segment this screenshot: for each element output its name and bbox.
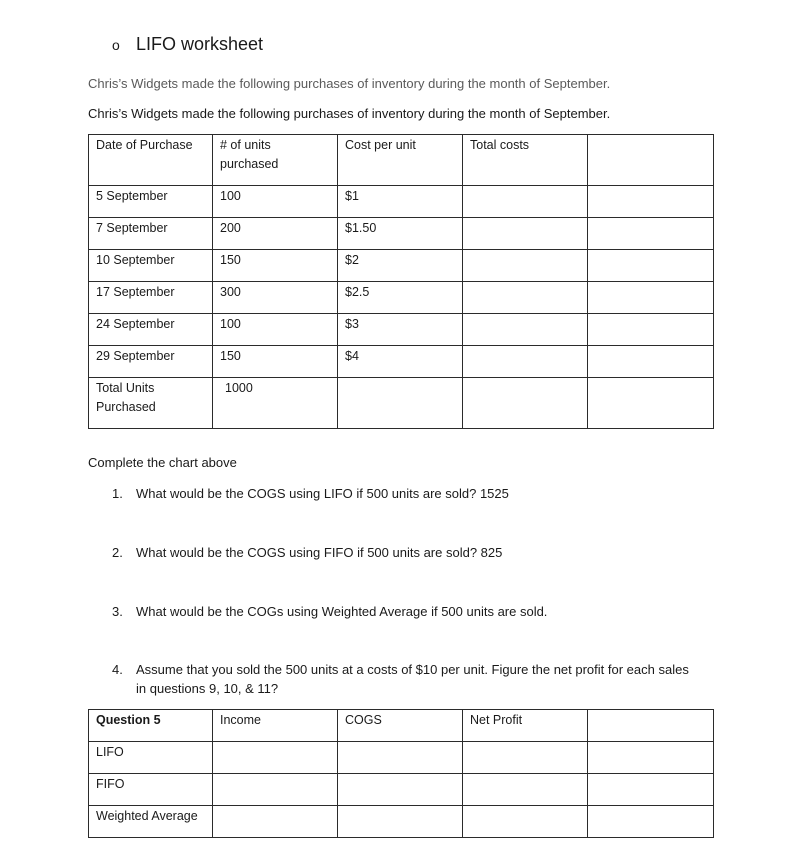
row-label: FIFO <box>89 774 213 806</box>
question-number: 1. <box>112 486 123 501</box>
cell-total[interactable] <box>463 186 588 218</box>
header-date: Date of Purchase <box>89 135 213 186</box>
question-2 <box>112 543 696 562</box>
header-income: Income <box>213 710 338 742</box>
question-1 <box>112 484 696 503</box>
row-label: LIFO <box>89 742 213 774</box>
cell-extra[interactable] <box>588 742 714 774</box>
table-row <box>89 186 714 218</box>
profit-table <box>88 709 714 838</box>
header-total: Total costs <box>463 135 588 186</box>
total-row <box>89 378 714 429</box>
header-question: Question 5 <box>89 710 213 742</box>
cell-units: 100 <box>213 186 338 218</box>
question-text: Assume that you sold the 500 units at a costs of $10 per unit. Figure the net profit for each sales in questions 9, 10, & 11? <box>136 662 689 696</box>
question-number: 3. <box>112 604 123 619</box>
cell-extra[interactable] <box>588 314 714 346</box>
cell-extra[interactable] <box>588 218 714 250</box>
question-number: 4. <box>112 662 123 677</box>
total-cost[interactable] <box>338 378 463 429</box>
cell-cost: $2 <box>338 250 463 282</box>
header-cost: Cost per unit <box>338 135 463 186</box>
question-text: What would be the COGS using FIFO if 500 units are sold? 825 <box>136 545 503 560</box>
cell-total[interactable] <box>463 282 588 314</box>
cell-units: 150 <box>213 346 338 378</box>
header-cogs: COGS <box>338 710 463 742</box>
purchases-header-row <box>89 135 714 186</box>
cell-date: 24 September <box>89 314 213 346</box>
table-row <box>89 282 714 314</box>
intro-line-2: Chris’s Widgets made the following purchases of inventory during the month of September. <box>88 106 611 121</box>
table-row <box>89 346 714 378</box>
intro-line-1: Chris’s Widgets made the following purchases of inventory during the month of September. <box>88 76 611 91</box>
cell-cost: $1 <box>338 186 463 218</box>
cell-cogs[interactable] <box>338 742 463 774</box>
question-4 <box>112 660 696 698</box>
cell-cost: $4 <box>338 346 463 378</box>
table-row <box>89 218 714 250</box>
total-extra[interactable] <box>588 378 714 429</box>
cell-income[interactable] <box>213 774 338 806</box>
question-text: What would be the COGS using LIFO if 500 units are sold? 1525 <box>136 486 509 501</box>
cell-cost: $2.5 <box>338 282 463 314</box>
cell-cogs[interactable] <box>338 806 463 838</box>
cell-extra[interactable] <box>588 250 714 282</box>
cell-units: 100 <box>213 314 338 346</box>
total-label: Total Units Purchased <box>89 378 213 429</box>
cell-date: 10 September <box>89 250 213 282</box>
cell-cost: $1.50 <box>338 218 463 250</box>
cell-total[interactable] <box>463 346 588 378</box>
cell-extra[interactable] <box>588 774 714 806</box>
row-label: Weighted Average <box>89 806 213 838</box>
cell-income[interactable] <box>213 742 338 774</box>
cell-units: 300 <box>213 282 338 314</box>
cell-extra[interactable] <box>588 282 714 314</box>
question-number: 2. <box>112 545 123 560</box>
total-units: 1000 <box>213 378 338 429</box>
cell-cost: $3 <box>338 314 463 346</box>
header-units: # of units purchased <box>213 135 338 186</box>
header-net-profit: Net Profit <box>463 710 588 742</box>
cell-total[interactable] <box>463 218 588 250</box>
question-text: What would be the COGs using Weighted Average if 500 units are sold. <box>136 604 548 619</box>
cell-income[interactable] <box>213 806 338 838</box>
cell-date: 7 September <box>89 218 213 250</box>
cell-net-profit[interactable] <box>463 742 588 774</box>
cell-total[interactable] <box>463 314 588 346</box>
worksheet-title <box>112 34 263 55</box>
header-extra <box>588 710 714 742</box>
cell-date: 29 September <box>89 346 213 378</box>
title-text: LIFO worksheet <box>136 34 264 54</box>
cell-units: 150 <box>213 250 338 282</box>
cell-net-profit[interactable] <box>463 806 588 838</box>
instructions: Complete the chart above <box>88 455 237 470</box>
cell-total[interactable] <box>463 250 588 282</box>
title-bullet: o <box>112 36 120 53</box>
header-extra <box>588 135 714 186</box>
table-row <box>89 774 714 806</box>
table-row <box>89 742 714 774</box>
cell-cogs[interactable] <box>338 774 463 806</box>
table-row <box>89 250 714 282</box>
table-row <box>89 314 714 346</box>
total-total[interactable] <box>463 378 588 429</box>
cell-net-profit[interactable] <box>463 774 588 806</box>
cell-extra[interactable] <box>588 806 714 838</box>
profit-header-row <box>89 710 714 742</box>
table-row <box>89 806 714 838</box>
cell-units: 200 <box>213 218 338 250</box>
cell-date: 17 September <box>89 282 213 314</box>
cell-date: 5 September <box>89 186 213 218</box>
cell-extra[interactable] <box>588 346 714 378</box>
purchases-table <box>88 134 714 429</box>
question-3 <box>112 602 696 621</box>
cell-extra[interactable] <box>588 186 714 218</box>
